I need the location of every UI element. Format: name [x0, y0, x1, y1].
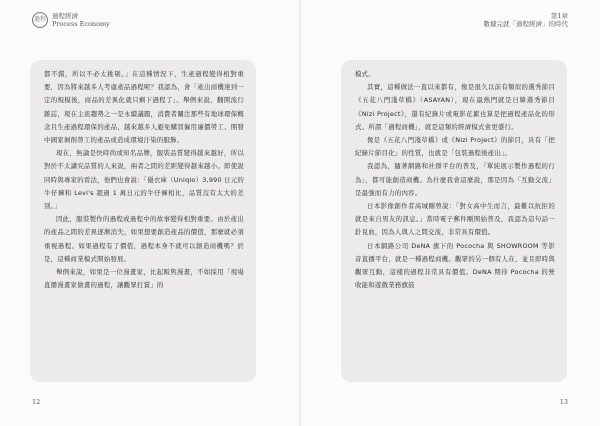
paragraph: 舉例來說，如果是一位漫畫家，比起販售漫畫，不如採用「現場直播漫畫家做畫的過程，讓觀眾打賞」的 — [44, 268, 244, 290]
paragraph: 模式。 — [355, 70, 375, 78]
left-page-body — [44, 68, 244, 292]
page-number-left: 12 — [32, 398, 41, 406]
paragraph: 像是《五花八門淺草橋》或《Nizi Project》的節目，具有「把紀錄片節目化」的性質，也就是「包裝過程後產出」。 — [355, 136, 555, 158]
right-page-text-panel — [341, 60, 567, 382]
left-page-text-panel — [30, 60, 256, 382]
book-title-block — [52, 12, 110, 28]
book-title-en: Process Economy — [52, 20, 110, 28]
chapter-subtitle: 數據完就「過程經濟」的時代 — [483, 20, 568, 28]
book-logo-icon: 過程 — [32, 12, 48, 28]
paragraph: 現在，無論是快時尚或知名品牌，服裝品質變得越來越好，所以對於不太講究品質的人來說，兩者之間的差距變得越來越小。即使說同時與專家的看法，他們也會說：「優衣庫（Uniqlo）3,990 日元的牛仔褲和 Levi's 超過 1 萬日元的牛仔褲相比，品質沒有太大的差別。」 — [44, 149, 244, 211]
paragraph: 日本網路公司 DeNA 旗下的 Pococha 與 SHOWROOM 等影音直播平台，就是一種過程商機。觀眾的另一個有人在，並且即時與觀眾互動，這樣的過程非常具有價值。DeNA 期待 Pococha 的營收能和遊戲業務旗鼓 — [355, 241, 555, 290]
running-header-right — [484, 12, 569, 28]
paragraph: 都不錯，所以不必太挑剔。」在這種情況下，生產過程變得相對重要，因為將來越多人考慮產品過程呢？我認為，會「產出商機達到一定的規模後，商品的差異化就只剩下過程了」。舉例來說，翻開流行雜誌，現在主流趨勢之一是永續議題，消費者關注那些有地球環保概念且生產過程環保的產品，越來越多人避免購買僱用廉價勞工、開發中國家剝削勞工的產品或造成環境汙染的服飾。 — [44, 70, 244, 145]
paragraph: 我認為，隨著網路和社群平台的普及，「單純展示製作過程的行為」，都可能創造商機。為什麼我會這麼說，那是因為「互動交流」是最強而有力的內容。 — [355, 162, 555, 197]
chapter-label: 第1章 — [550, 12, 568, 20]
book-title-zh: 過程經濟 — [52, 12, 78, 20]
running-header-left — [32, 12, 110, 28]
right-page-body — [355, 68, 555, 292]
paragraph: 因此，服裝製作的過程或過程中的故事變得相對重要。由於產出的產品之間的差異逐漸消失，如果想要創造產品的價值，那麼就必須重視過程。如果過程有了價值，過程本身不就可以創造商機嗎？於是，這種商業模式開始發展。 — [44, 215, 244, 263]
book-gutter — [299, 0, 301, 426]
page-number-right: 13 — [559, 398, 568, 406]
paragraph: 其實，這種做法一直以來都有，像是很久以前有類似的選秀節目《五花八門淺草橋》（ASAYAN），現在最熱門就是日韓選秀節目《Nizi Project》，還有紀錄片或電影花絮也算是把過程產品化的形式。所謂「過程商機」，就是這類的經濟模式會更盛行。 — [355, 83, 555, 131]
paragraph: 日本影像創作者高城剛曾說：「對女高中生而言，最難以抗拒的就是來自男友的訊息。」當時電子郵件剛開始普及，我認為這句話一針見血，因為人與人之間交流，非常具有價值。 — [355, 202, 555, 237]
